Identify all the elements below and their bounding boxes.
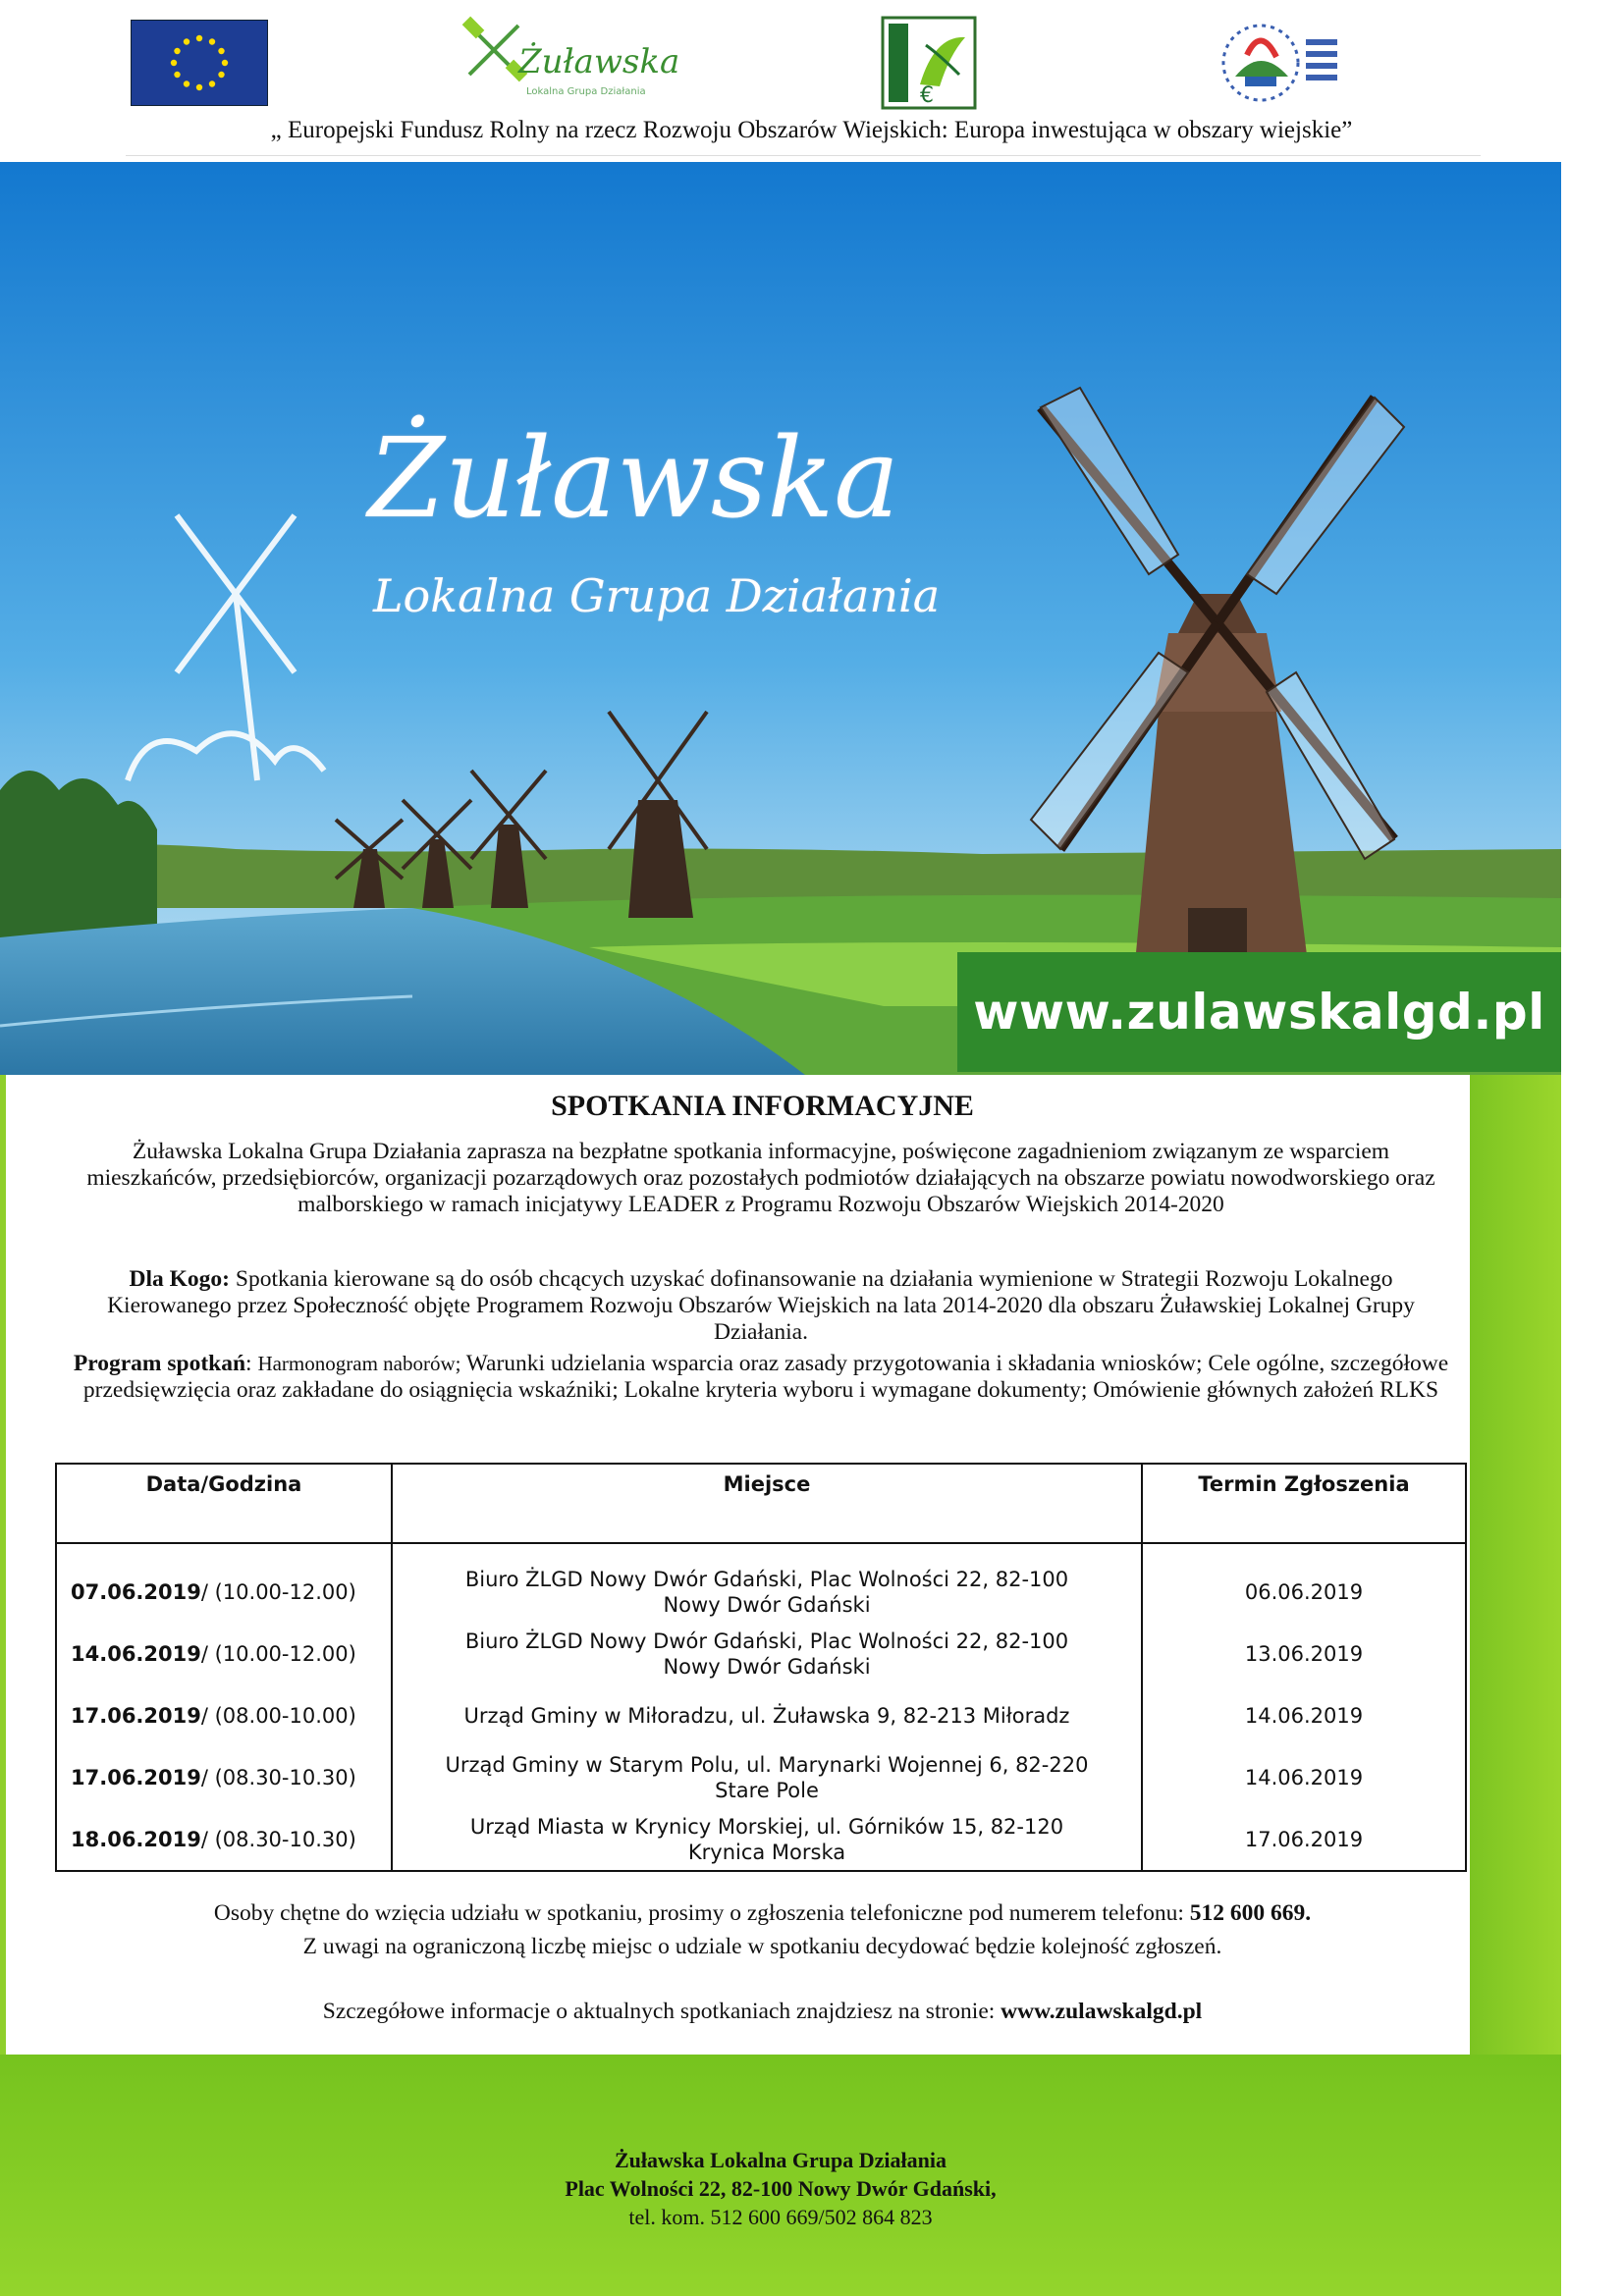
program-paragraph: [69, 1351, 1453, 1404]
motto-divider: [126, 155, 1481, 156]
details-text: Szczegółowe informacje o aktualnych spotkaniach znajdziesz na stronie:: [322, 1999, 1001, 2024]
for-whom-label: Dla Kogo:: [129, 1266, 231, 1292]
table-row: [56, 1684, 1466, 1746]
row-date-cell: [56, 1623, 392, 1684]
svg-text:€: €: [920, 83, 934, 108]
table-row: [56, 1746, 1466, 1808]
program-label: Program spotkań: [73, 1351, 246, 1376]
website-banner[interactable]: www.zulawskalgd.pl: [957, 952, 1561, 1072]
footer-org: Żuławska Lokalna Grupa Działania: [614, 2148, 947, 2172]
details-note: [0, 1995, 1525, 2028]
row-date: 17.06.2019: [71, 1703, 201, 1728]
prow-logo: [1217, 16, 1343, 110]
header-deadline: Termin Zgłoszenia: [1142, 1464, 1466, 1543]
row-place-cell: [392, 1543, 1142, 1623]
row-deadline: 13.06.2019: [1142, 1623, 1466, 1684]
phone-text: Osoby chętne do wzięcia udziału w spotkaniu, prosimy o zgłoszenia telefoniczne pod numerem telefonu:: [213, 1900, 1190, 1926]
svg-text:Lokalna Grupa Działania: Lokalna Grupa Działania: [526, 86, 646, 97]
row-place-cell: [392, 1623, 1142, 1684]
footer-phone: tel. kom. 512 600 669/502 864 823: [628, 2205, 933, 2229]
footer-contact: [0, 2146, 1561, 2231]
row-date: 17.06.2019: [71, 1765, 201, 1789]
table-row: [56, 1623, 1466, 1684]
schedule-table: [55, 1463, 1467, 1872]
row-deadline: 14.06.2019: [1142, 1746, 1466, 1808]
eu-flag-logo: [131, 20, 268, 106]
zulawska-lgd-logo: [450, 16, 680, 110]
phone-number[interactable]: 512 600 669.: [1189, 1900, 1312, 1926]
header-place: Miejsce: [392, 1464, 1142, 1543]
row-place-cell: [392, 1684, 1142, 1746]
leader-logo: [881, 16, 977, 110]
row-deadline: 14.06.2019: [1142, 1684, 1466, 1746]
for-whom-paragraph: [69, 1266, 1453, 1346]
for-whom-text: Spotkania kierowane są do osób chcących uzyskać dofinansowanie na działania wymienione w Strategii Rozwoju Lokalnego Kierowanego przez Społeczność objęte Programem Rozwoju Obszarów Wiejskich na lata 2014-2020 dla obszaru Żuławskiej Lokalnej Grupy Działania.: [107, 1266, 1415, 1345]
intro-paragraph: Żuławska Lokalna Grupa Działania zaprasza na bezpłatne spotkania informacyjne, poświęcone zagadnieniom związanym ze wsparciem mieszkańców, przedsiębiorców, organizacji pozarządowych oraz pozostałych podmiotów działających na obszarze powiatu nowodworskiego oraz malborskiego w ramach inicjatywy LEADER z Programu Rozwoju Obszarów Wiejskich 2014-2020: [86, 1139, 1435, 1217]
row-date-cell: [56, 1746, 392, 1808]
row-place-line1: Urząd Gminy w Miłoradzu, ul. Żuławska 9, 82-213 Miłoradz: [463, 1703, 1070, 1728]
table-header-row: [56, 1464, 1466, 1543]
row-place-line2: Nowy Dwór Gdański: [663, 1592, 871, 1617]
row-time: / (08.00-10.00): [200, 1703, 356, 1728]
header-date: Data/Godzina: [56, 1464, 392, 1543]
row-place-line1: Biuro ŻLGD Nowy Dwór Gdański, Plac Wolności 22, 82-100: [464, 1567, 1069, 1591]
row-date: 14.06.2019: [71, 1641, 201, 1666]
row-date: 07.06.2019: [71, 1579, 201, 1604]
limit-text: Z uwagi na ograniczoną liczbę miejsc o udziale w spotkaniu decydować będzie kolejność zgłoszeń.: [302, 1934, 1222, 1959]
row-time: / (10.00-12.00): [200, 1579, 356, 1604]
row-place-cell: [392, 1808, 1142, 1871]
row-date-cell: [56, 1543, 392, 1623]
row-date: 18.06.2019: [71, 1827, 201, 1851]
logo-bar: [0, 0, 1623, 116]
row-place-cell: [392, 1746, 1142, 1808]
row-deadline: 17.06.2019: [1142, 1808, 1466, 1871]
row-time: / (08.30-10.30): [200, 1827, 356, 1851]
svg-text:Żuławska: Żuławska: [518, 42, 680, 81]
footer-address: Plac Wolności 22, 82-100 Nowy Dwór Gdański,: [565, 2176, 997, 2201]
hero-brand-subtitle: Lokalna Grupa Działania: [373, 569, 941, 622]
details-link[interactable]: www.zulawskalgd.pl: [1001, 1999, 1203, 2024]
row-date-cell: [56, 1684, 392, 1746]
hero-brand-title: Żuławska: [368, 415, 900, 543]
registration-note: [0, 1896, 1525, 1963]
row-place-line2: Nowy Dwór Gdański: [663, 1654, 871, 1679]
row-place-line1: Biuro ŻLGD Nowy Dwór Gdański, Plac Wolności 22, 82-100: [464, 1629, 1069, 1653]
document-title: SPOTKANIA INFORMACYJNE: [551, 1090, 974, 1122]
table-row: [56, 1543, 1466, 1623]
row-place-line2: Krynica Morska: [687, 1840, 846, 1864]
program-first-item: Harmonogram naborów;: [257, 1352, 466, 1375]
funding-motto: „ Europejski Fundusz Rolny na rzecz Rozwoju Obszarów Wiejskich: Europa inwestująca w obszary wiejskie”: [270, 117, 1353, 143]
row-place-line1: Urząd Gminy w Starym Polu, ul. Marynarki Wojennej 6, 82-220: [445, 1752, 1089, 1777]
program-text: Warunki udzielania wsparcia oraz zasady przygotowania i składania wniosków; Cele ogólne, szczegółowe przedsięwzięcia oraz zakładane do osiągnięcia wskaźniki; Lokalne kryteria wyboru i wymagane dokumenty; Omówienie głównych założeń RLKS: [82, 1351, 1449, 1403]
row-deadline: 06.06.2019: [1142, 1543, 1466, 1623]
program-colon: :: [245, 1351, 258, 1376]
row-date-cell: [56, 1808, 392, 1871]
row-time: / (08.30-10.30): [200, 1765, 356, 1789]
row-time: / (10.00-12.00): [200, 1641, 356, 1666]
row-place-line2: Stare Pole: [715, 1778, 819, 1802]
row-place-line1: Urząd Miasta w Krynicy Morskiej, ul. Górników 15, 82-120: [469, 1814, 1064, 1839]
table-row: [56, 1808, 1466, 1871]
